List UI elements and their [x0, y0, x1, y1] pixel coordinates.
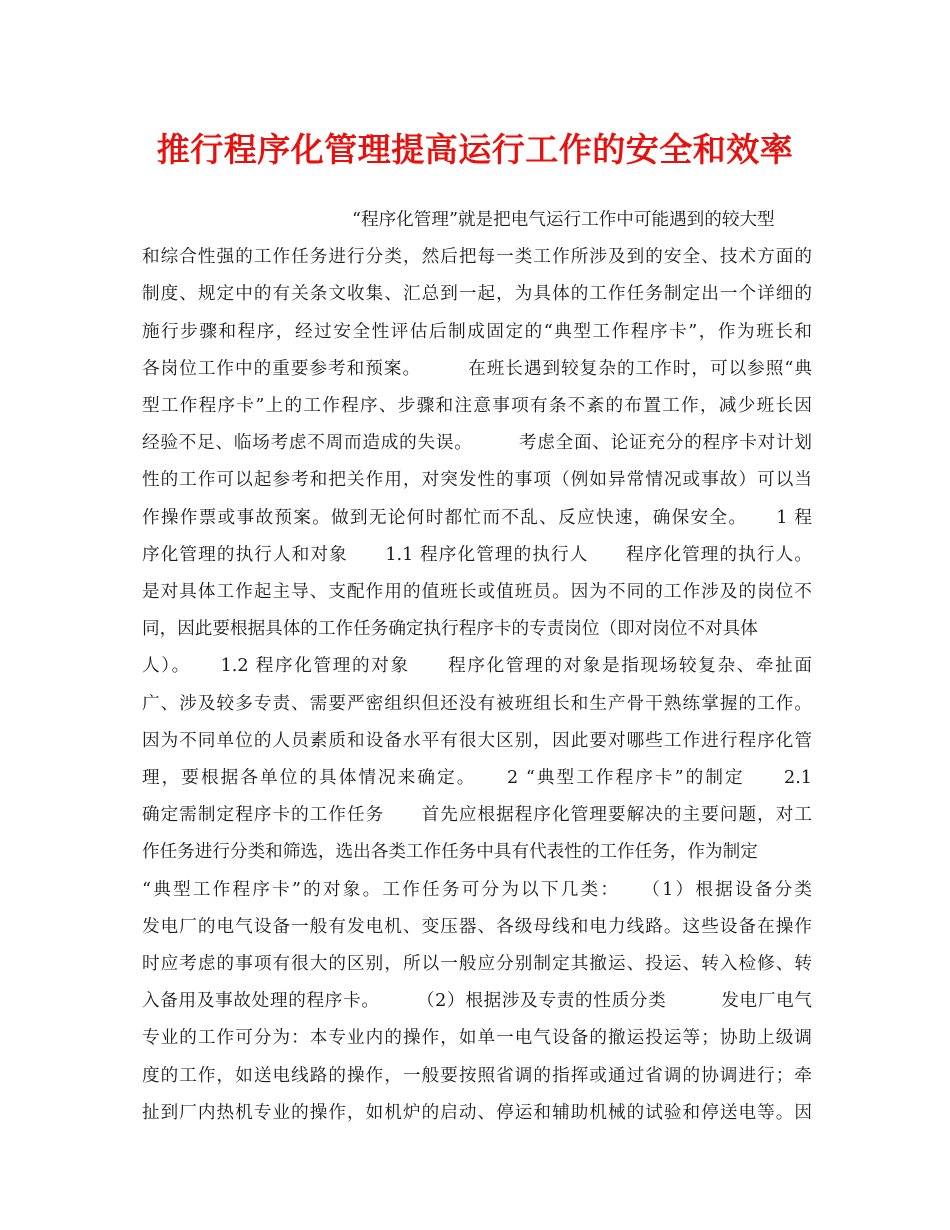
text-line: 入备用及事故处理的程序卡。 （2）根据涉及专责的性质分类 发电厂电气 [142, 991, 812, 1012]
text-line: 因为不同单位的人员素质和设备水平有很大区别，因此要对哪些工作进行程序化管 [142, 730, 812, 751]
text-line: 专业的工作可分为：本专业内的操作，如单一电气设备的撤运投运等；协助上级调 [142, 1028, 812, 1049]
text-line: 作操作票或事故预案。做到无论何时都忙而不乱、反应快速，确保安全。 1 程 [142, 507, 812, 528]
text-line: 性的工作可以起参考和把关作用，对突发性的事项（例如异常情况或事故）可以当 [142, 470, 812, 491]
text-line: 时应考虑的事项有很大的区别，所以一般应分别制定其撤运、投运、转入检修、转 [142, 954, 812, 974]
text-line: 经验不足、临场考虑不周而造成的失误。 考虑全面、论证充分的程序卡对计划 [142, 433, 812, 454]
text-line: “典型工作程序卡”的对象。工作任务可分为以下几类： （1）根据设备分类 [142, 879, 812, 900]
text-line: 广、涉及较多专责、需要严密组织但还没有被班组长和生产骨干熟练掌握的工作。 [142, 693, 812, 714]
text-line: 确定需制定程序卡的工作任务 首先应根据程序化管理要解决的主要问题，对工 [142, 805, 812, 826]
document-title: 推行程序化管理提高运行工作的安全和效率 [156, 130, 794, 169]
text-line: 序化管理的执行人和对象 1.1 程序化管理的执行人 程序化管理的执行人。 [142, 544, 812, 565]
text-line: 施行步骤和程序，经过安全性评估后制成固定的“典型工作程序卡”，作为班长和 [142, 321, 812, 342]
text-line: 发电厂的电气设备一般有发电机、变压器、各级母线和电力线路。这些设备在操作 [142, 916, 812, 937]
text-line: 和综合性强的工作任务进行分类，然后把每一类工作所涉及到的安全、技术方面的 [142, 247, 812, 268]
text-line: 各岗位工作中的重要参考和预案。 在班长遇到较复杂的工作时，可以参照“典 [142, 358, 812, 379]
text-line: 同，因此要根据具体的工作任务确定执行程序卡的专责岗位（即对岗位不对具体 [142, 619, 758, 640]
text-line: 度的工作，如送电线路的操作，一般要按照省调的指挥或通过省调的协调进行；牵 [142, 1065, 812, 1086]
text-line: 是对具体工作起主导、支配作用的值班长或值班员。因为不同的工作涉及的岗位不 [142, 582, 812, 602]
text-line: 作任务进行分类和筛选，选出各类工作任务中具有代表性的工作任务，作为制定 [142, 842, 758, 863]
text-line: 型工作程序卡”上的工作程序、步骤和注意事项有条不紊的布置工作，减少班长因 [142, 396, 812, 416]
text-line: 扯到厂内热机专业的操作，如机炉的启动、停运和辅助机械的试验和停送电等。因 [142, 1102, 812, 1123]
text-line: 制度、规定中的有关条文收集、汇总到一起，为具体的工作任务制定出一个详细的 [142, 284, 812, 305]
text-line: 理，要根据各单位的具体情况来确定。 2 “典型工作程序卡”的制定 2.1 [142, 768, 812, 788]
text-line: “程序化管理”就是把电气运行工作中可能遇到的较大型 [352, 210, 775, 230]
text-line: 人）。 1.2 程序化管理的对象 程序化管理的对象是指现场较复杂、牵扯面 [142, 656, 812, 677]
